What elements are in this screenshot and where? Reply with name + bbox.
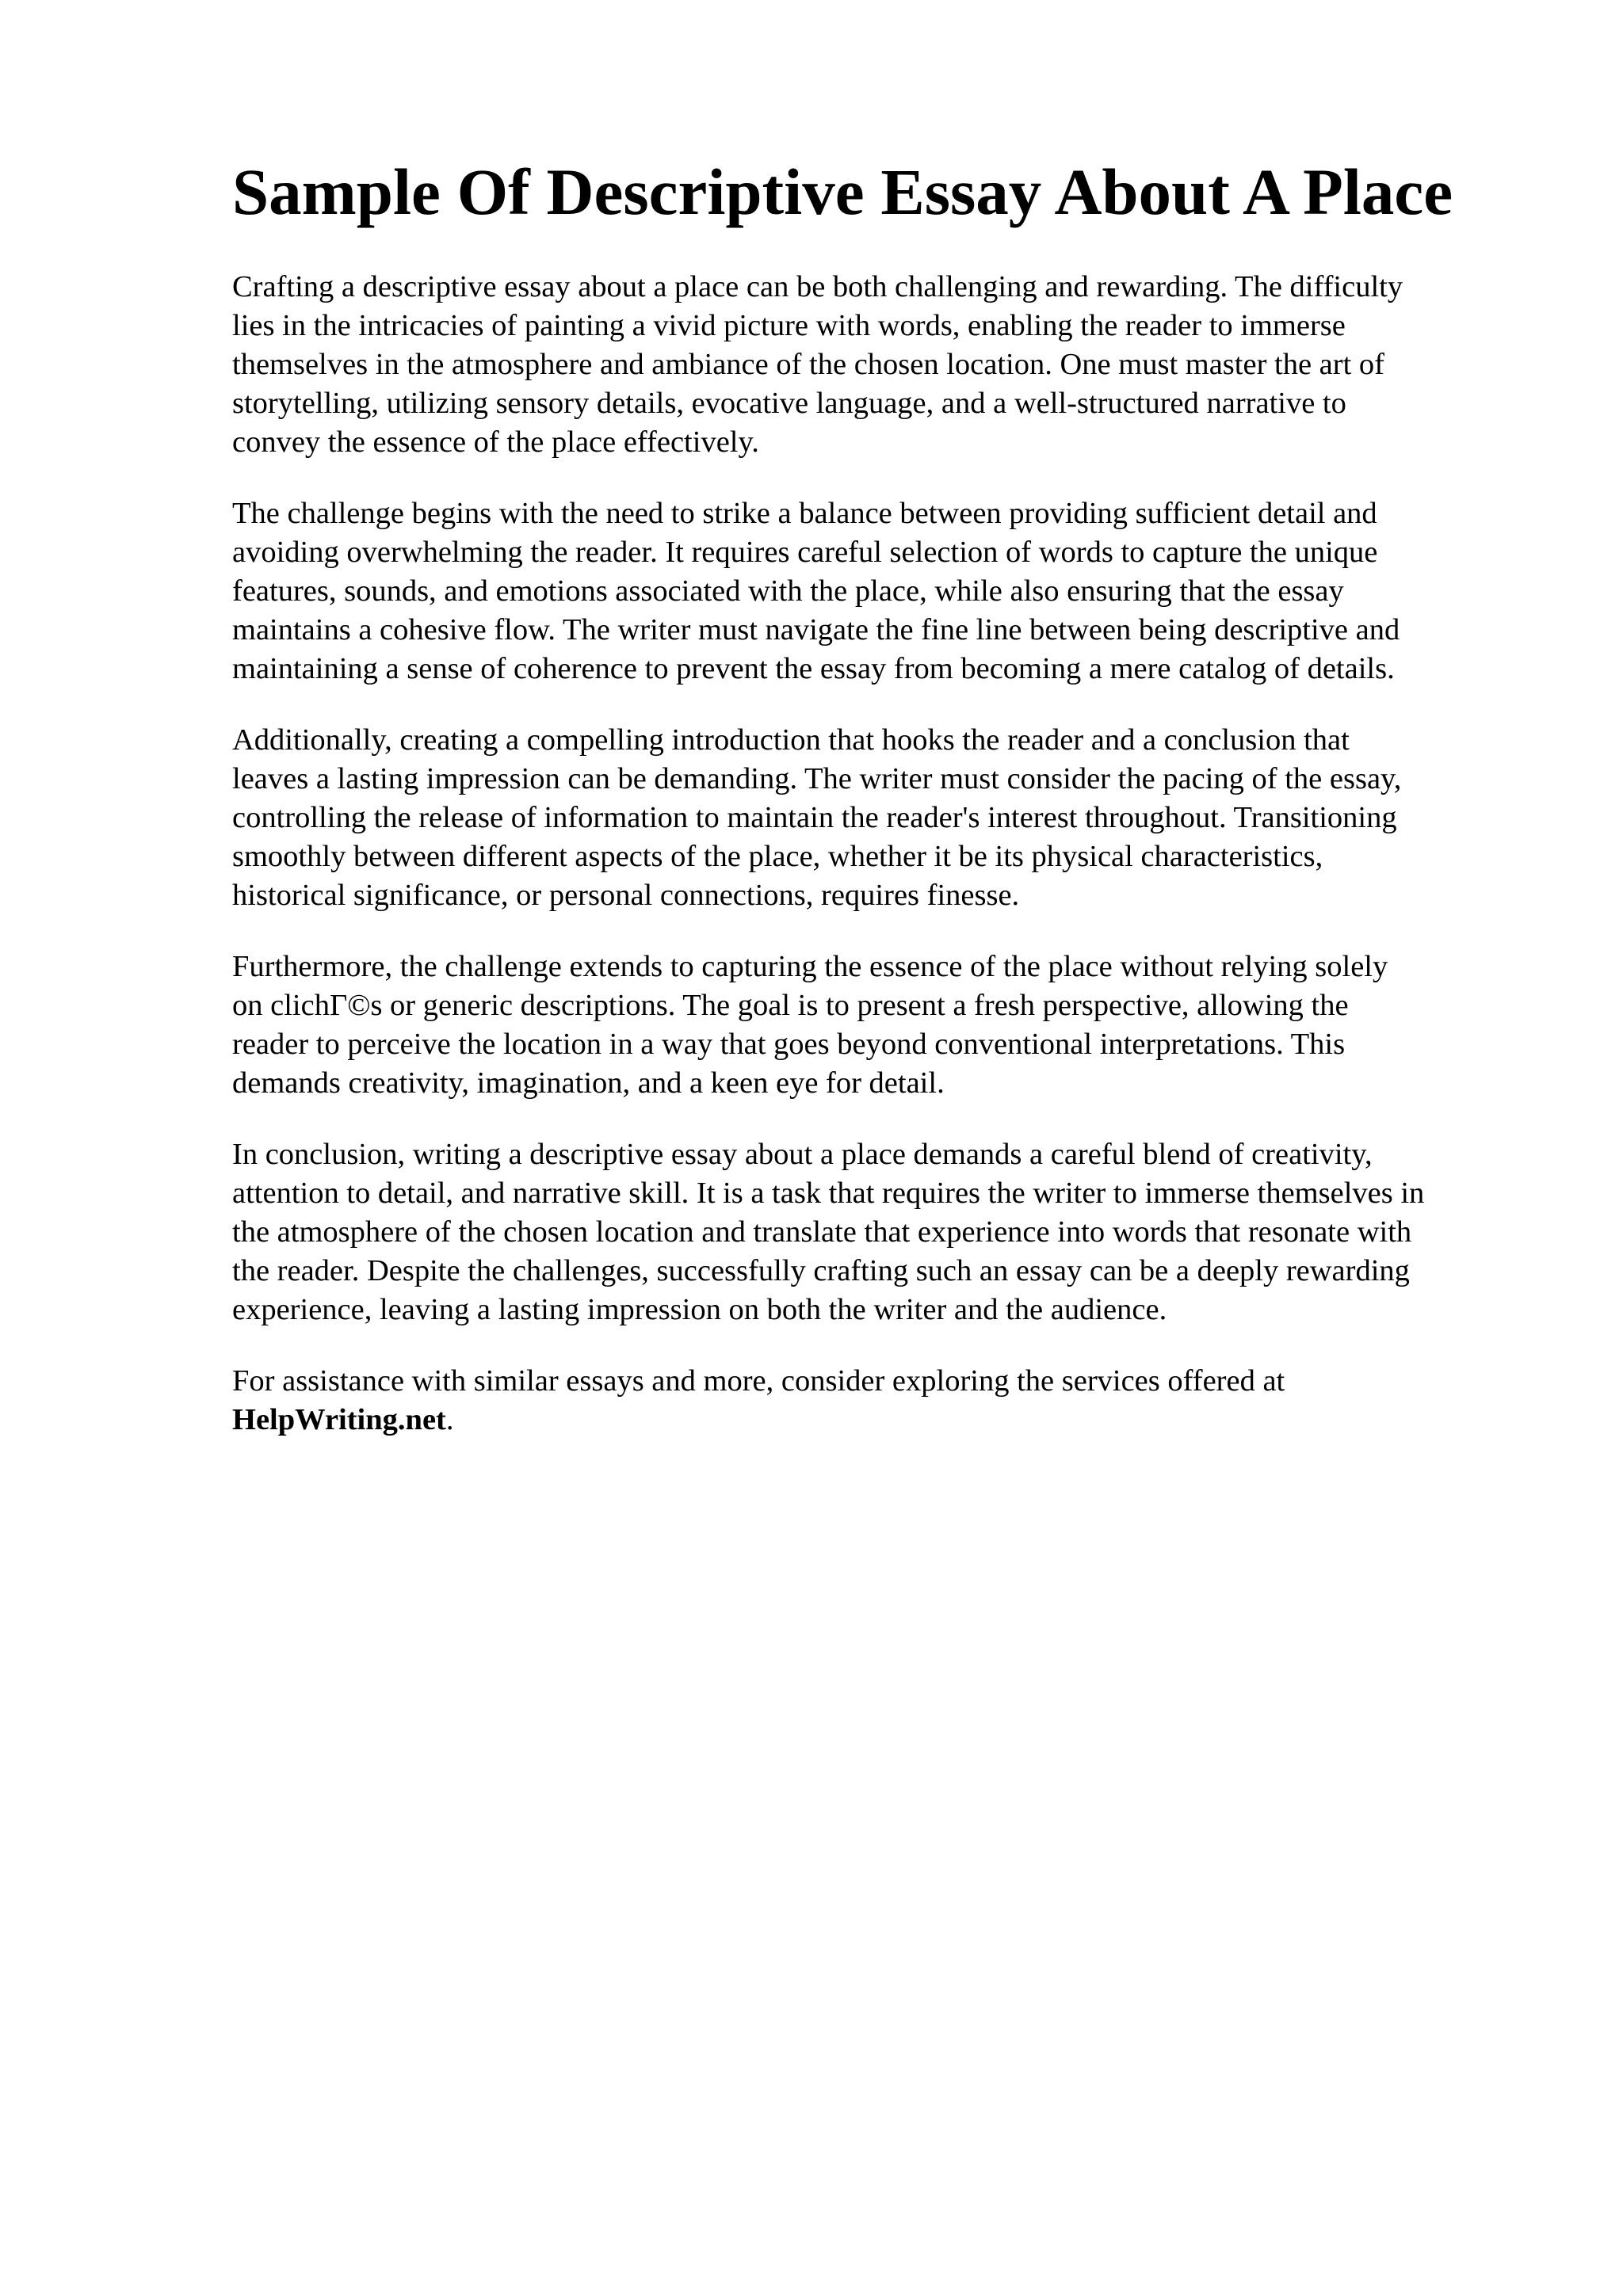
essay-body bbox=[232, 268, 1532, 1472]
text-line: the atmosphere of the chosen location and translate that experience into words that resonate with bbox=[232, 1215, 1412, 1249]
text-line: leaves a lasting impression can be demanding. The writer must consider the pacing of the essay, bbox=[232, 762, 1402, 795]
text-line: maintains a cohesive flow. The writer must navigate the fine line between being descriptive and bbox=[232, 613, 1400, 646]
text-line: attention to detail, and narrative skill. It is a task that requires the writer to immerse themselves in bbox=[232, 1177, 1425, 1210]
text-line: In conclusion, writing a descriptive essay about a place demands a careful blend of creativity, bbox=[232, 1138, 1373, 1171]
text-line: the reader. Despite the challenges, successfully crafting such an essay can be a deeply rewarding bbox=[232, 1254, 1410, 1287]
text-line: convey the essence of the place effectively. bbox=[232, 425, 759, 459]
paragraph-intro bbox=[232, 268, 1532, 462]
text-line: on clichΓ©s or generic descriptions. The goal is to present a fresh perspective, allowing the bbox=[232, 989, 1349, 1022]
closing-brand-line bbox=[232, 1401, 1532, 1440]
text-line: storytelling, utilizing sensory details, evocative language, and a well-structured narrative to bbox=[232, 387, 1346, 420]
text-line: avoiding overwhelming the reader. It requires careful selection of words to capture the unique bbox=[232, 536, 1378, 569]
text-line: For assistance with similar essays and more, consider exploring the services offered at bbox=[232, 1364, 1285, 1398]
brand-name: HelpWriting.net bbox=[232, 1403, 446, 1436]
paragraph-challenge bbox=[232, 494, 1532, 688]
text-line: reader to perceive the location in a way that goes beyond conventional interpretations. This bbox=[232, 1028, 1346, 1061]
paragraph-furthermore bbox=[232, 948, 1532, 1103]
text-line: The challenge begins with the need to strike a balance between providing sufficient detail and bbox=[232, 497, 1377, 530]
text-line: demands creativity, imagination, and a keen eye for detail. bbox=[232, 1066, 945, 1100]
paragraph-conclusion bbox=[232, 1135, 1532, 1329]
text-line: themselves in the atmosphere and ambiance of the chosen location. One must master the art of bbox=[232, 348, 1384, 381]
text-line: historical significance, or personal connections, requires finesse. bbox=[232, 879, 1020, 912]
paragraph-additionally bbox=[232, 721, 1532, 915]
text-line: Furthermore, the challenge extends to capturing the essence of the place without relying solely bbox=[232, 950, 1388, 983]
text-line: lies in the intricacies of painting a vivid picture with words, enabling the reader to immerse bbox=[232, 309, 1346, 342]
text-line: features, sounds, and emotions associated with the place, while also ensuring that the essay bbox=[232, 574, 1344, 608]
text-line: experience, leaving a lasting impression on both the writer and the audience. bbox=[232, 1293, 1167, 1326]
text-line: controlling the release of information to maintain the reader's interest throughout. Transitioning bbox=[232, 801, 1397, 834]
paragraph-closing bbox=[232, 1362, 1532, 1440]
closing-period: . bbox=[445, 1403, 454, 1436]
text-line: Crafting a descriptive essay about a place can be both challenging and rewarding. The difficulty bbox=[232, 270, 1403, 303]
text-line: Additionally, creating a compelling introduction that hooks the reader and a conclusion that bbox=[232, 723, 1350, 757]
text-line: maintaining a sense of coherence to prevent the essay from becoming a mere catalog of details. bbox=[232, 652, 1395, 685]
page-title: Sample Of Descriptive Essay About A Place bbox=[232, 155, 1453, 228]
text-line: smoothly between different aspects of the place, whether it be its physical characteristics, bbox=[232, 840, 1323, 873]
